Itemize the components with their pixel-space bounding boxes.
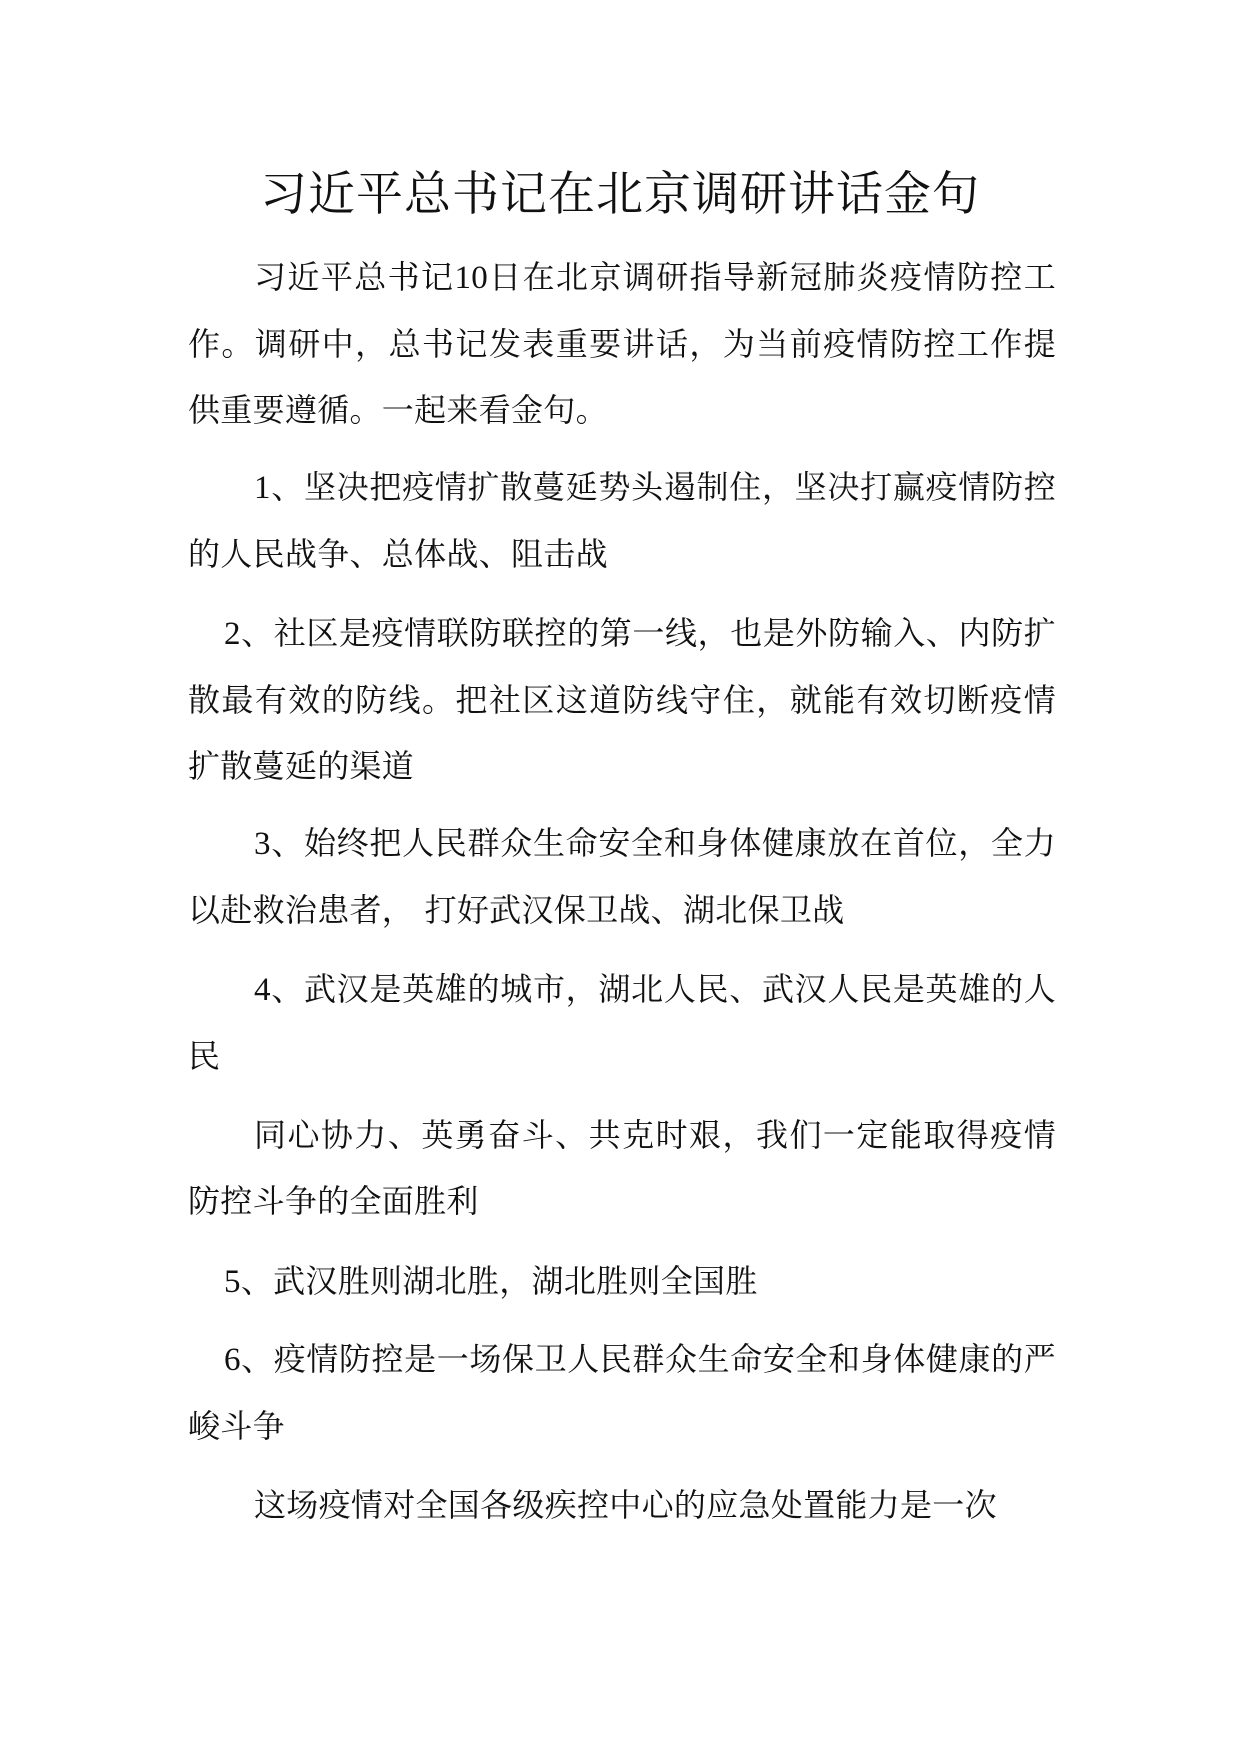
intro-date-number: 10 xyxy=(454,260,489,296)
item-6-number: 6 xyxy=(224,1342,241,1378)
item-5-text: 、武汉胜则湖北胜，湖北胜则全国胜 xyxy=(240,1262,758,1300)
item-6-text: 、疫情防控是一场保卫人民群众生命安全和身体健康的严峻斗争 xyxy=(188,1340,1056,1445)
intro-text-start: 习近平总书记 xyxy=(254,258,455,296)
item-6-paragraph xyxy=(188,1326,1056,1459)
item-3-text: 、始终把人民群众生命安全和身体健康放在首位，全力以赴救治患者， 打好武汉保卫战、湖北保卫战 xyxy=(188,824,1056,929)
item-4-number: 4 xyxy=(254,972,271,1008)
document-title: 习近平总书记在北京调研讲话金句 xyxy=(260,167,980,222)
item-5-number: 5 xyxy=(224,1264,241,1300)
intro-paragraph xyxy=(188,244,1056,443)
intro-text-end: 日在北京调研指导新冠肺炎疫情防控工作。调研中，总书记发表重要讲话，为当前疫情防控工作提供重要遵循。一起来看金句。 xyxy=(188,258,1056,429)
item-2-paragraph xyxy=(188,600,1056,799)
item-2-text: 、社区是疫情联防联控的第一线，也是外防输入、内防扩散最有效的防线。把社区这道防线守住，就能有效切断疫情扩散蔓延的渠道 xyxy=(188,614,1056,785)
item-4-continuation: 同心协力、英勇奋斗、共克时艰，我们一定能取得疫情防控斗争的全面胜利 xyxy=(188,1116,1056,1220)
item-4-text: 、武汉是英雄的城市，湖北人民、武汉人民是英雄的人民 xyxy=(188,970,1056,1075)
item-3-number: 3 xyxy=(254,826,271,862)
item-1-number: 1 xyxy=(254,470,271,506)
item-4-paragraph xyxy=(188,956,1056,1089)
item-1-paragraph xyxy=(188,454,1056,587)
item-2-number: 2 xyxy=(224,616,241,652)
item-5-paragraph xyxy=(188,1248,1056,1315)
item-3-paragraph xyxy=(188,810,1056,943)
item-1-text: 、坚决把疫情扩散蔓延势头遏制住，坚决打赢疫情防控的人民战争、总体战、阻击战 xyxy=(188,468,1056,573)
item-6-continuation: 这场疫情对全国各级疾控中心的应急处置能力是一次 xyxy=(254,1486,997,1524)
